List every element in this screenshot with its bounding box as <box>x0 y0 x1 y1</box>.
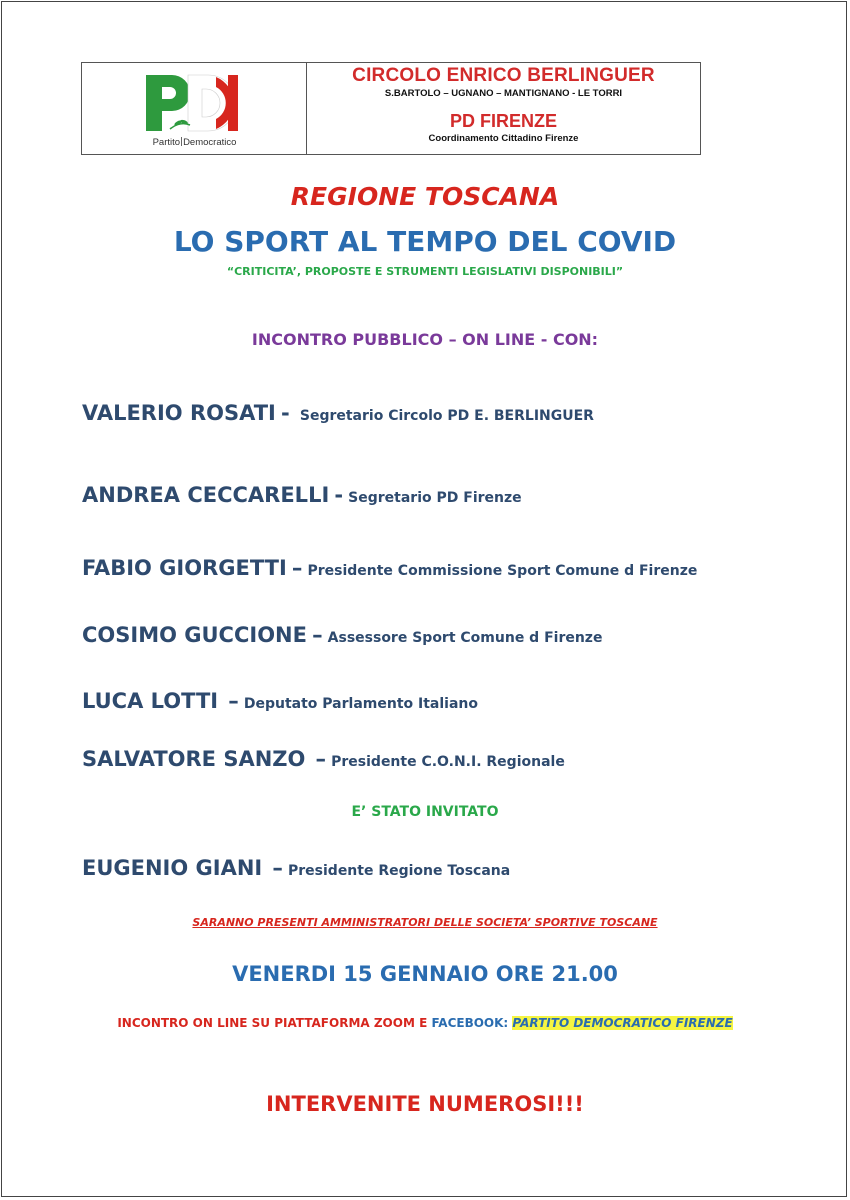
speaker-desc: Deputato Parlamento Italiano <box>243 696 478 712</box>
event-title: LO SPORT AL TEMPO DEL COVID <box>173 225 677 258</box>
speaker-dash: – <box>315 747 327 771</box>
speaker-name: SALVATORE SANZO <box>82 747 306 771</box>
logo-caption <box>82 137 307 148</box>
event-date: VENERDI 15 GENNAIO ORE 21.00 <box>232 962 618 986</box>
speaker-name: FABIO GIORGETTI <box>82 556 287 580</box>
pd-logo <box>82 63 307 154</box>
logo-caption-left: Partito <box>152 137 181 148</box>
regione-heading: REGIONE TOSCANA <box>290 182 560 211</box>
speaker-dash: - <box>334 483 344 507</box>
speaker-dash: – <box>312 623 323 647</box>
logo-caption-right: Democratico <box>183 137 237 148</box>
platform-part1: INCONTRO ON LINE SU PIATTAFORMA ZOOM E <box>117 1016 428 1030</box>
speaker-row <box>82 483 522 507</box>
speaker-row <box>82 623 602 647</box>
speaker-desc: Presidente C.O.N.I. Regionale <box>331 754 565 770</box>
speaker-row <box>82 556 697 580</box>
speaker-name: VALERIO ROSATI <box>82 401 276 425</box>
org-info <box>307 63 700 154</box>
speaker-desc: Assessore Sport Comune d Firenze <box>327 630 603 646</box>
speaker-name: ANDREA CECCARELLI <box>82 483 330 507</box>
header-box <box>81 62 701 155</box>
speaker-name: EUGENIO GIANI <box>82 856 263 880</box>
speaker-desc: Segretario PD Firenze <box>348 490 522 506</box>
org-pd: PD FIRENZE <box>449 111 557 131</box>
speaker-dash: – <box>228 689 239 713</box>
platform-facebook-page: PARTITO DEMOCRATICO FIRENZE <box>512 1016 733 1030</box>
invited-speaker-row <box>82 856 510 880</box>
speaker-dash: – <box>272 856 283 880</box>
speaker-row <box>82 689 478 713</box>
org-name: CIRCOLO ENRICO BERLINGUER <box>352 65 655 86</box>
incontro-heading: INCONTRO PUBBLICO – ON LINE - CON: <box>251 330 599 349</box>
speaker-desc: Presidente Commissione Sport Comune d Firenze <box>307 563 698 579</box>
speaker-row <box>82 401 594 425</box>
speaker-desc: Presidente Regione Toscana <box>288 863 511 879</box>
speaker-name: LUCA LOTTI <box>82 689 219 713</box>
org-coord: Coordinamento Cittadino Firenze <box>428 133 579 144</box>
pd-logo-icon <box>142 69 247 135</box>
closing-call: INTERVENITE NUMEROSI!!! <box>266 1092 584 1116</box>
speaker-dash: - <box>280 401 290 425</box>
platform-line <box>0 1016 850 1030</box>
event-subtitle: “CRITICITA’, PROPOSTE E STRUMENTI LEGISLATIVI DISPONIBILI” <box>226 265 624 278</box>
platform-part2: FACEBOOK: <box>431 1016 509 1030</box>
speaker-desc: Segretario Circolo PD E. BERLINGUER <box>299 408 594 424</box>
org-places: S.BARTOLO – UGNANO – MANTIGNANO - LE TORRI <box>384 88 623 99</box>
speaker-name: COSIMO GUCCIONE <box>82 623 307 647</box>
invited-label: E’ STATO INVITATO <box>351 804 499 820</box>
speaker-row <box>82 747 565 771</box>
saranno-note: SARANNO PRESENTI AMMINISTRATORI DELLE SOCIETA’ SPORTIVE TOSCANE <box>192 916 658 929</box>
speaker-dash: – <box>291 556 303 580</box>
